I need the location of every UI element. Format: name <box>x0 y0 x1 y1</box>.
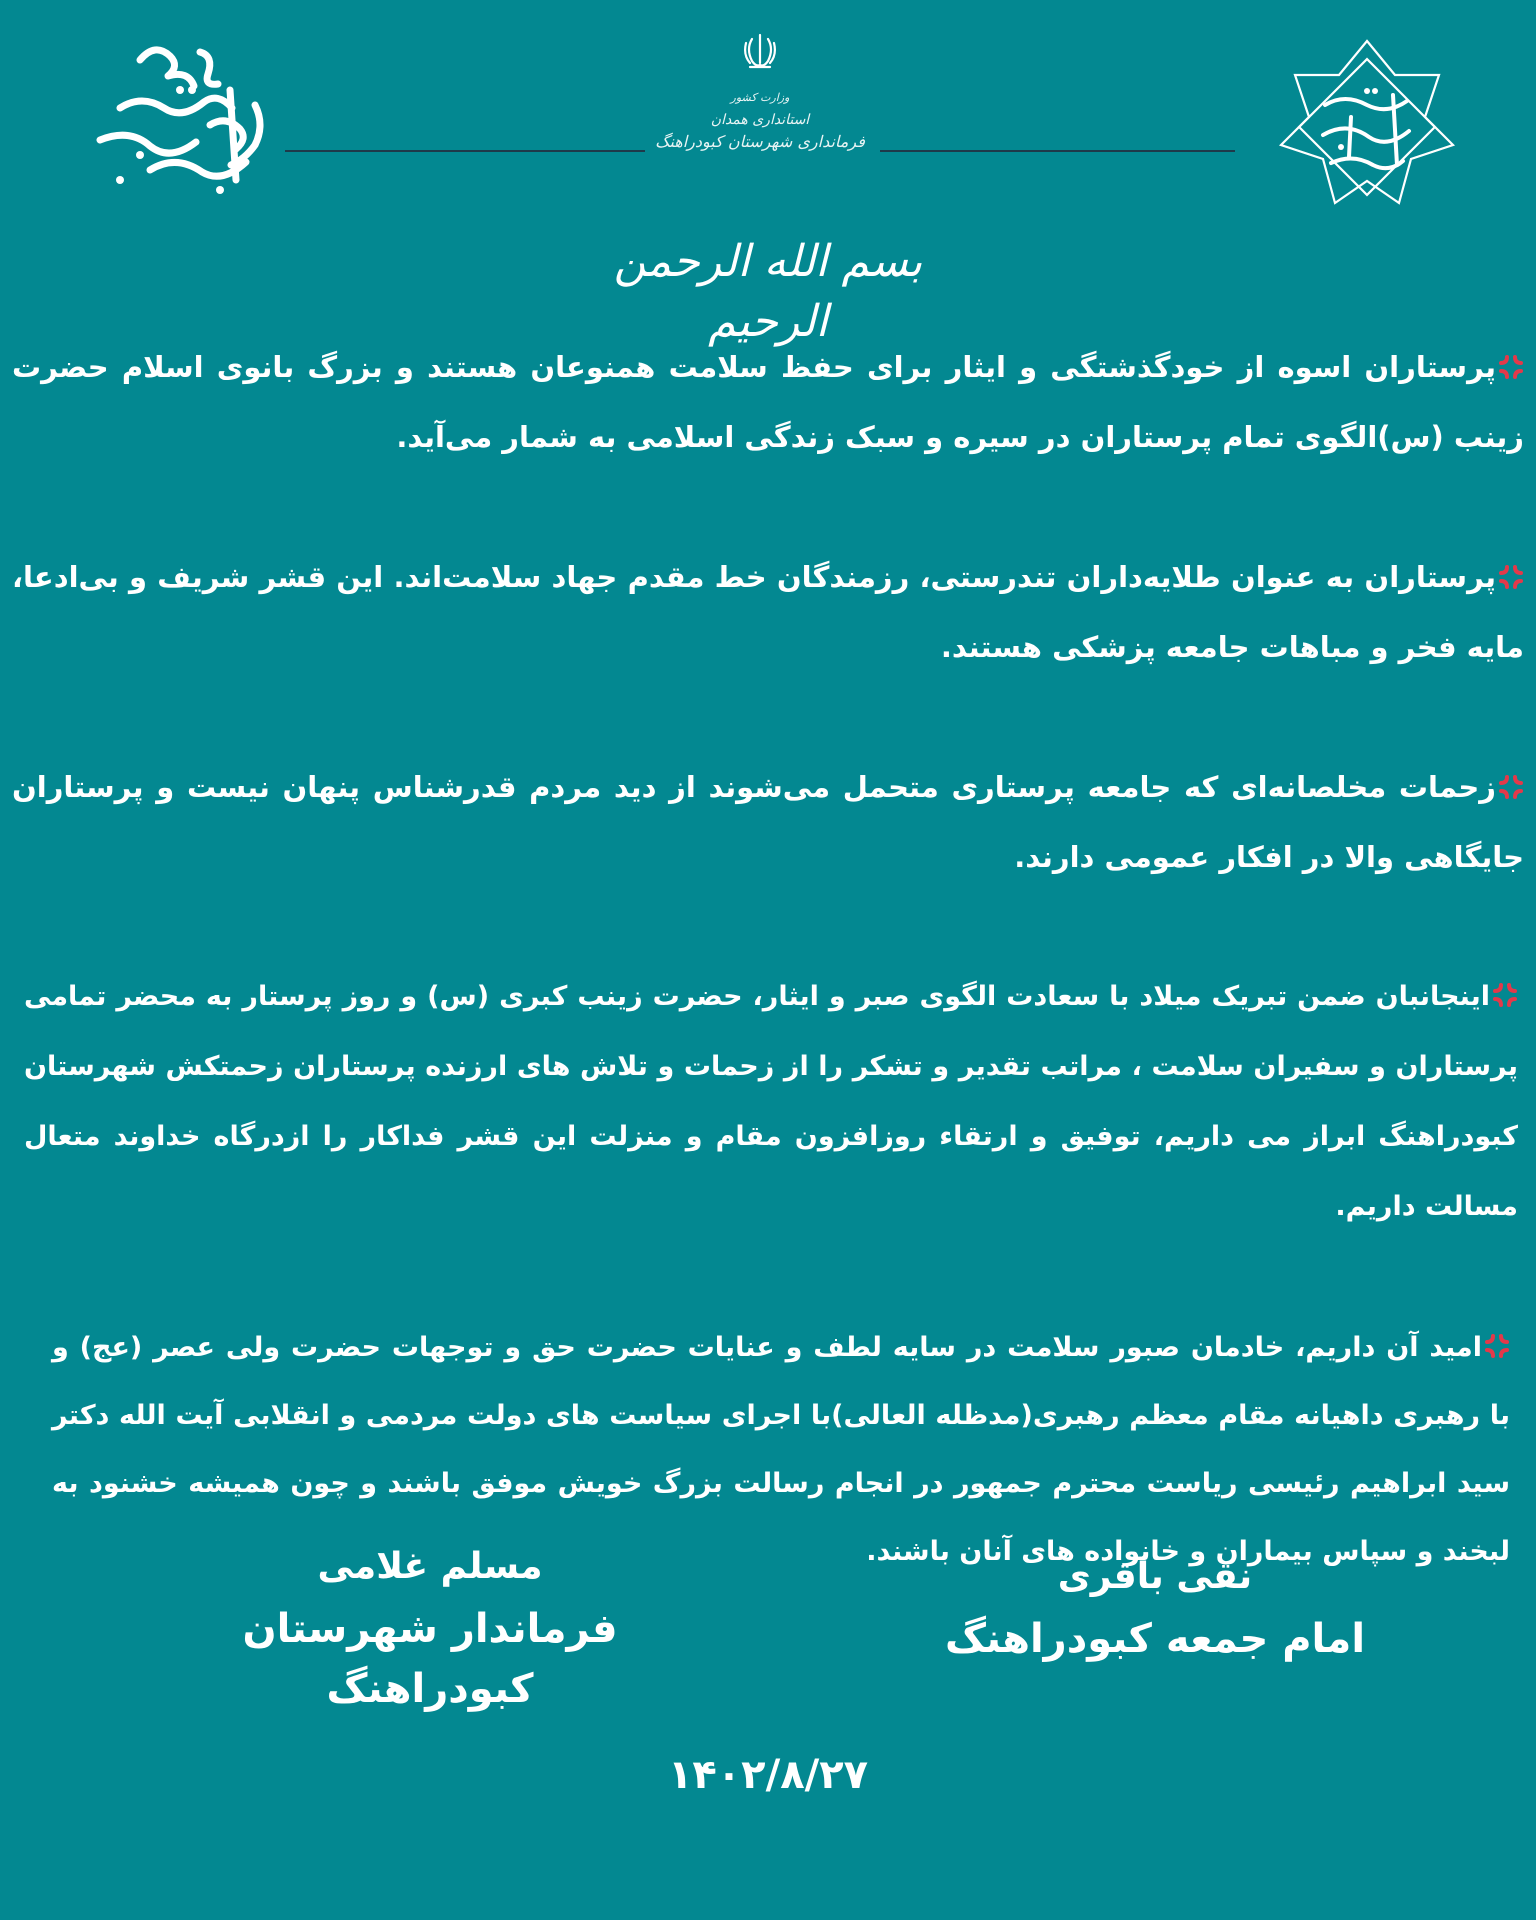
signature-title: فرماندار شهرستان کبودراهنگ <box>242 1606 618 1712</box>
signature-imam <box>935 1545 1375 1669</box>
paragraph-text: اینجانبان ضمن تبریک میلاد با سعادت الگوی صبر و ایثار، حضرت زینب کبری (س) و روز پرستار به محضر تمامی پرستاران و سفیران سلامت ، مراتب تقدیر و تشکر را از زحمات و تلاش های ارزنده پرستاران زحمتکش شهرستان کبودراهنگ ابراز می داریم، توفیق و ارتقاء روزافزون مقام و منزلت این قشر فداکار را ازدرگاه خداوند متعال مسالت داریم. <box>24 981 1518 1222</box>
paragraph-1 <box>12 332 1524 472</box>
bismillah-heading: بسم الله الرحمن الرحیم <box>613 236 923 347</box>
paragraph-text: امید آن داریم، خادمان صبور سلامت در سایه لطف و عنایات حضرت حق و توجهات حضرت ولی عصر (عج) و با رهبری داهیانه مقام معظم رهبری(مدظله العالی)با اجرای سیاست های دولت مردمی و انقلابی آیت الله دکتر سید ابراهیم رئیسی ریاست محترم جمهور در انجام رسالت بزرگ خویش موفق باشند و چون همیشه خشنود به لبخند و سپاس بیماران و خانواده های آنان باشند. <box>52 1332 1510 1567</box>
header <box>0 0 1536 230</box>
anger-mark-icon <box>1498 564 1524 590</box>
signature-governor <box>180 1535 680 1719</box>
paragraph-text: زحمات مخلصانه‌ای که جامعه پرستاری متحمل می‌شوند از دید مردم قدرشناس پنهان نیست و پرستاران جایگاهی والا در افکار عمومی دارند. <box>12 770 1524 874</box>
emblem-line-province: استانداری همدان <box>710 112 810 128</box>
issue-date: ۱۴۰۲/۸/۲۷ <box>667 1752 869 1798</box>
anger-mark-icon <box>1492 982 1518 1008</box>
paragraph-2 <box>12 542 1524 682</box>
year-slogan-logo <box>1275 35 1460 220</box>
message-body <box>12 332 1524 1656</box>
emblem-line-county: فرمانداری شهرستان کبودراهنگ <box>655 132 865 151</box>
paragraph-text: پرستاران اسوه از خودگذشتگی و ایثار برای حفظ سلامت همنوعان هستند و بزرگ بانوی اسلام حضرت زینب (س)الگوی تمام پرستاران در سیره و سبک زندگی اسلامی به شمار می‌آید. <box>12 350 1524 454</box>
paragraph-text: پرستاران به عنوان طلایه‌داران تندرستی، رزمندگان خط مقدم جهاد سلامت‌اند. این قشر شریف و بی‌ادعا، مایه فخر و مباهات جامعه پزشکی هستند. <box>12 560 1524 664</box>
iran-emblem-icon <box>742 31 778 71</box>
paragraph-3 <box>12 752 1524 892</box>
anger-mark-icon <box>1498 354 1524 380</box>
header-rule-left <box>285 150 645 152</box>
emblem-line-ministry: وزارت کشور <box>730 91 790 104</box>
government-slogan-logo <box>80 30 290 210</box>
paragraph-4 <box>12 962 1524 1242</box>
signature-name: نقی باقری <box>1057 1556 1253 1597</box>
anger-mark-icon <box>1484 1333 1510 1359</box>
anger-mark-icon <box>1498 774 1524 800</box>
ministry-emblem <box>655 25 865 175</box>
header-rule-right <box>880 150 1235 152</box>
signature-name: مسلم غلامی <box>317 1546 543 1587</box>
signature-title: امام جمعه کبودراهنگ <box>944 1616 1366 1662</box>
